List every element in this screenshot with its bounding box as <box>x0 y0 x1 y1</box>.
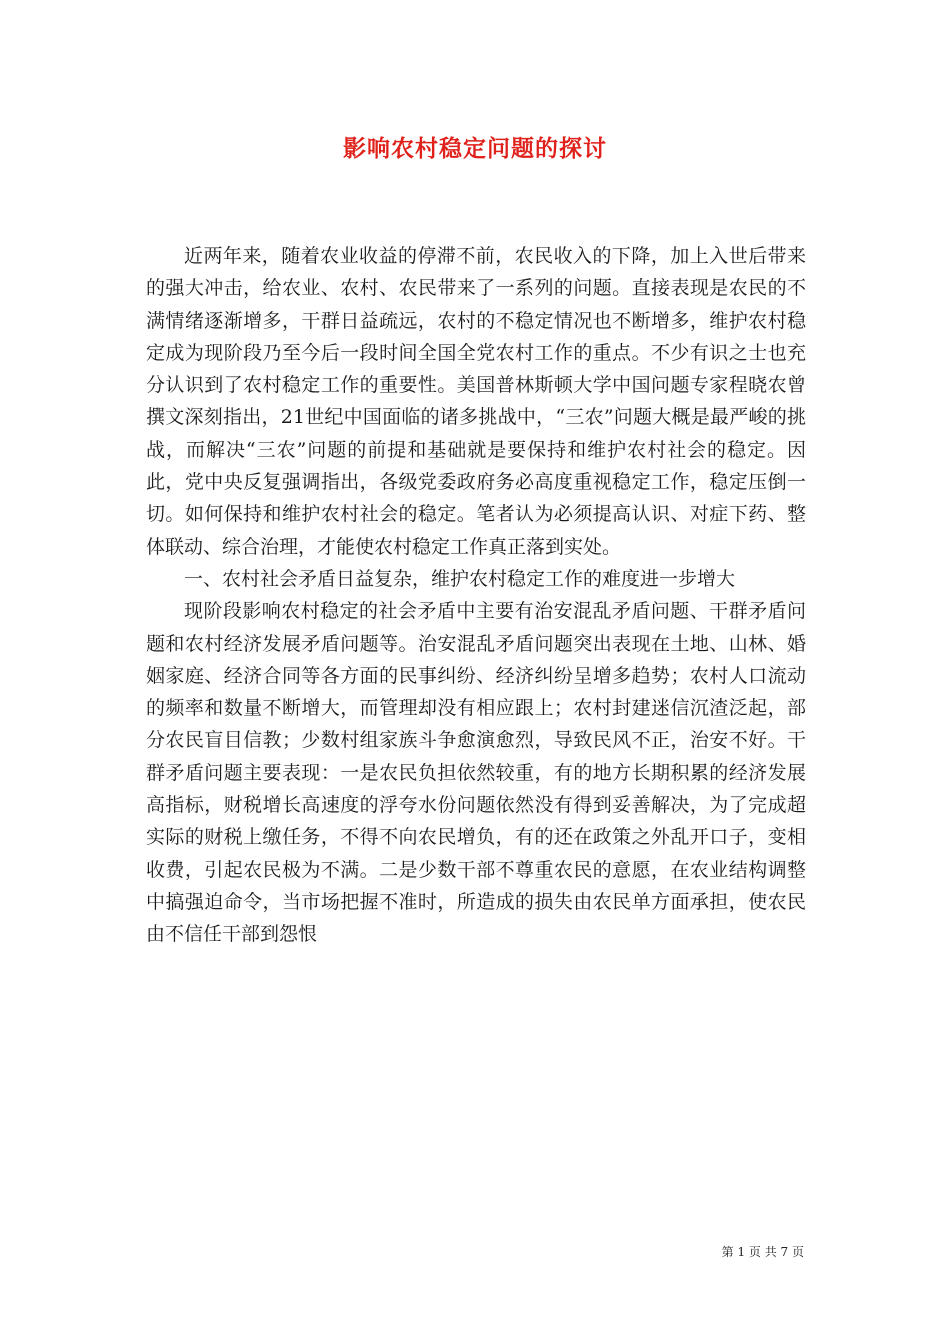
page-number: 第 1 页 共 7 页 <box>721 1245 804 1259</box>
paragraph-intro: 近两年来，随着农业收益的停滞不前，农民收入的下降，加上入世后带来的强大冲击，给农业、农村、农民带来了一系列的问题。直接表现是农民的不满情绪逐渐增多，干群日益疏远，农村的不稳定情况也不断增多，维护农村稳定成为现阶段乃至今后一段时间全国全党农村工作的重点。不少有识之士也充分认识到了农村稳定工作的重要性。美国普林斯顿大学中国问题专家程晓农曾撰文深刻指出，21世纪中国面临的诸多挑战中，“三农”问题大概是最严峻的挑战，而解决“三农”问题的前提和基础就是要保持和维护农村社会的稳定。因此，党中央反复强调指出，各级党委政府务必高度重视稳定工作，稳定压倒一切。如何保持和维护农村社会的稳定。笔者认为必须提高认识、对症下药、整体联动、综合治理，才能使农村稳定工作真正落到实处。 <box>146 245 806 558</box>
paragraph-section-1: 现阶段影响农村稳定的社会矛盾中主要有治安混乱矛盾问题、干群矛盾问题和农村经济发展矛盾问题等。治安混乱矛盾问题突出表现在土地、山林、婚姻家庭、经济合同等各方面的民事纠纷、经济纠纷呈增多趋势；农村人口流动的频率和数量不断增大，而管理却没有相应跟上；农村封建迷信沉渣泛起，部分农民盲目信教；少数村组家族斗争愈演愈烈，导致民风不正，治安不好。干群矛盾问题主要表现：一是农民负担依然较重，有的地方长期积累的经济发展高指标，财税增长高速度的浮夸水份问题依然没有得到妥善解决，为了完成超实际的财税上缴任务，不得不向农民增负，有的还在政策之外乱开口子，变相收费，引起农民极为不满。二是少数干部不尊重农民的意愿，在农业结构调整中搞强迫命令，当市场把握不准时，所造成的损失由农民单方面承担，使农民由不信任干部到怨恨 <box>146 600 806 946</box>
document-body <box>146 240 806 951</box>
page-title: 影响农村稳定问题的探讨 <box>343 135 607 162</box>
section-heading-1: 一、农村社会矛盾日益复杂，维护农村稳定工作的难度进一步增大 <box>184 567 736 590</box>
